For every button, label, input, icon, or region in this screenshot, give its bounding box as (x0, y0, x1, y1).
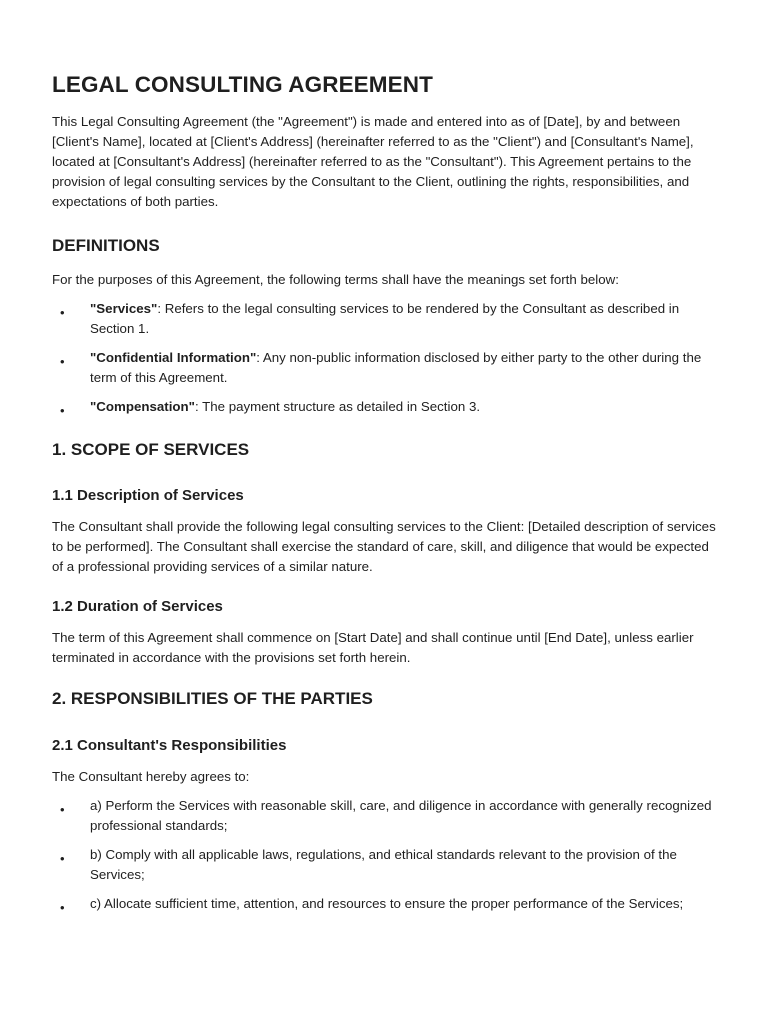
definition-term: "Confidential Information" (90, 350, 257, 365)
definition-term: "Compensation" (90, 399, 195, 414)
list-item (52, 299, 722, 339)
definition-text: : Refers to the legal consulting services to be rendered by the Consultant as described in Section 1. (90, 301, 680, 336)
section-1-2-text: The term of this Agreement shall commence on [Start Date] and shall continue until [End Date], unless earlier terminated in accordance with the provisions set forth herein. (52, 630, 694, 665)
responsibility-text: b) Comply with all applicable laws, regulations, and ethical standards relevant to the provision of the Services; (90, 847, 677, 882)
bullet-icon: • (60, 305, 65, 320)
section-1-heading: 1. SCOPE OF SERVICES (52, 440, 250, 459)
list-item (52, 845, 722, 885)
section-1-1-heading: 1.1 Description of Services (52, 487, 244, 504)
section-1-1-text: The Consultant shall provide the following legal consulting services to the Client: [Detailed description of services to be performed]. The Consultant shall exercise the standard of care, skill, and diligence that would be expected of a professional providing services of a similar nature. (52, 519, 716, 574)
definition-text: : Any non-public information disclosed by either party to the other during the term of this Agreement. (90, 350, 702, 385)
bullet-icon: • (60, 900, 65, 915)
list-item (52, 796, 722, 836)
list-item (52, 397, 722, 417)
definitions-lead: For the purposes of this Agreement, the following terms shall have the meanings set forth below: (52, 272, 619, 287)
responsibility-text: a) Perform the Services with reasonable skill, care, and diligence in accordance with generally recognized professional standards; (90, 798, 712, 833)
section-2-1-lead: The Consultant hereby agrees to: (52, 769, 250, 784)
definition-text: : The payment structure as detailed in Section 3. (194, 399, 481, 414)
section-2-1-heading: 2.1 Consultant's Responsibilities (52, 737, 287, 754)
document-page (52, 70, 722, 914)
list-item (52, 894, 722, 914)
bullet-icon: • (60, 403, 65, 418)
definitions-list (52, 299, 722, 417)
section-2-heading: 2. RESPONSIBILITIES OF THE PARTIES (52, 689, 373, 708)
responsibilities-list (52, 796, 722, 914)
bullet-icon: • (60, 851, 65, 866)
bullet-icon: • (60, 354, 65, 369)
intro-paragraph: This Legal Consulting Agreement (the "Agreement") is made and entered into as of [Date], by and between [Client's Name], located at [Client's Address] (hereinafter referred to as the "Client") and [Consultant's Name], located at [Consultant's Address] (hereinafter referred to as the "Consultant"). This Agreement pertains to the provision of legal consulting services by the Consultant to the Client, outlining the rights, responsibilities, and expectations of both parties. (52, 114, 694, 209)
document-title: LEGAL CONSULTING AGREEMENT (52, 72, 433, 97)
list-item (52, 348, 722, 388)
section-1-2-heading: 1.2 Duration of Services (52, 598, 223, 615)
responsibility-text: c) Allocate sufficient time, attention, and resources to ensure the proper performance of the Services; (90, 896, 684, 911)
definitions-heading: DEFINITIONS (52, 236, 160, 255)
definition-term: "Services" (90, 301, 158, 316)
bullet-icon: • (60, 802, 65, 817)
